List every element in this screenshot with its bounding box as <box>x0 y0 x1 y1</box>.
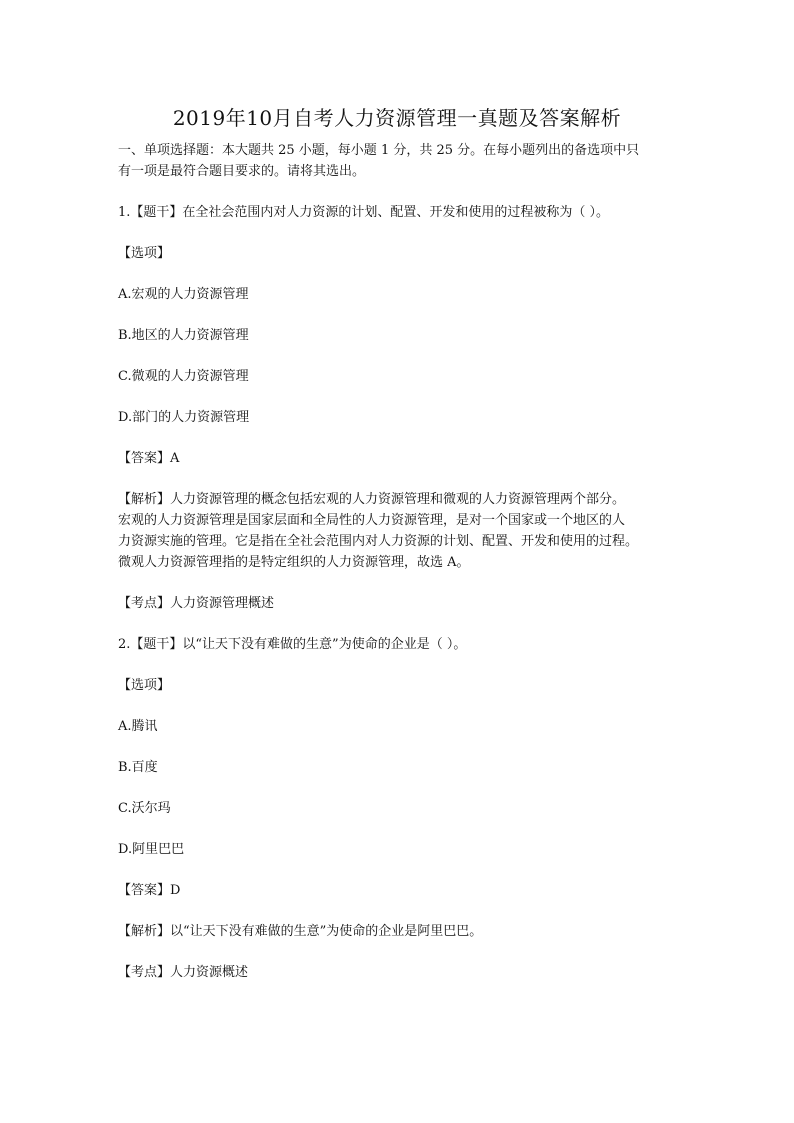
option-b: B.百度 <box>118 760 158 775</box>
analysis-line: 微观人力资源管理指的是特定组织的人力资源管理，故选 A。 <box>118 555 470 570</box>
option-c: C.沃尔玛 <box>118 801 171 816</box>
analysis-line: 宏观的人力资源管理是国家层面和全局性的人力资源管理，是对一个国家或一个地区的人 <box>118 513 626 528</box>
option-c: C.微观的人力资源管理 <box>118 369 249 384</box>
option-a: A.宏观的人力资源管理 <box>118 287 249 302</box>
section-heading-line: 一、单项选择题：本大题共 25 小题，每小题 1 分，共 25 分。在每小题列出的备选项中只 <box>118 143 640 158</box>
question-stem: 1.【题干】在全社会范围内对人力资源的计划、配置、开发和使用的过程被称为（ ）。 <box>118 205 610 220</box>
question-stem: 2.【题干】以“让天下没有难做的生意”为使命的企业是（ ）。 <box>118 637 467 652</box>
option-d: D.部门的人力资源管理 <box>118 410 250 425</box>
answer: 【答案】D <box>118 883 181 898</box>
section-heading-line: 有一项是最符合题目要求的。请将其选出。 <box>118 164 366 179</box>
analysis <box>118 921 688 942</box>
question-2 <box>118 634 688 983</box>
section-heading <box>118 140 688 182</box>
options-label: 【选项】 <box>118 678 171 693</box>
document-body <box>118 140 688 983</box>
option-b: B.地区的人力资源管理 <box>118 328 249 343</box>
knowledge-point: 【考点】人力资源概述 <box>118 965 249 980</box>
knowledge-point: 【考点】人力资源管理概述 <box>118 596 275 611</box>
options-label: 【选项】 <box>118 246 171 261</box>
analysis <box>118 489 688 573</box>
analysis-line: 【解析】人力资源管理的概念包括宏观的人力资源管理和微观的人力资源管理两个部分。 <box>118 492 626 507</box>
answer: 【答案】A <box>118 451 180 466</box>
question-1 <box>118 202 688 614</box>
option-a: A.腾讯 <box>118 719 158 734</box>
analysis-line: 【解析】以“让天下没有难做的生意”为使命的企业是阿里巴巴。 <box>118 924 483 939</box>
option-d: D.阿里巴巴 <box>118 842 185 857</box>
document-title: 2019年10月自考人力资源管理一真题及答案解析 <box>172 106 622 130</box>
analysis-line: 力资源实施的管理。它是指在全社会范围内对人力资源的计划、配置、开发和使用的过程。 <box>118 534 639 549</box>
